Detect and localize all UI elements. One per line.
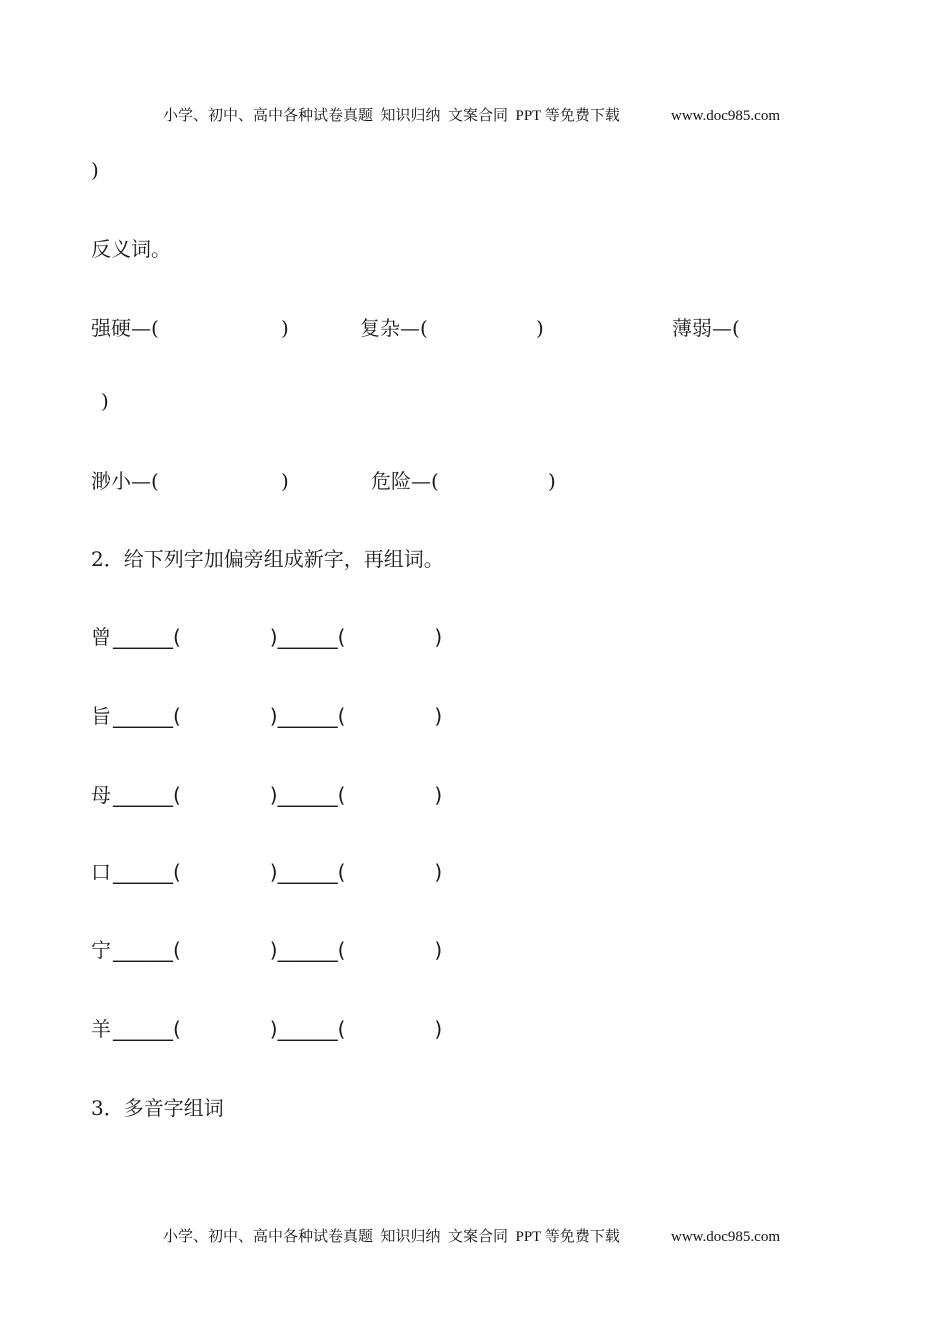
antonym-item-close: ) (536, 316, 544, 340)
radical-char: 旨 (91, 704, 111, 728)
radical-blanks: ______( )______( ) (113, 783, 443, 807)
radical-blanks: ______( )______( ) (113, 860, 443, 884)
antonym-item-close: ) (548, 469, 556, 493)
footer-url[interactable]: www.doc985.com (671, 1229, 781, 1245)
radical-blanks: ______( )______( ) (113, 938, 443, 962)
radical-blanks: ______( )______( ) (113, 704, 443, 728)
antonym-item-close: ) (281, 469, 289, 493)
header-url[interactable]: www.doc985.com (671, 108, 781, 124)
antonym-heading: 反义词。 (91, 237, 171, 261)
antonym-item-label: 复杂—( (360, 316, 428, 340)
radical-char: 曾 (91, 625, 111, 649)
continued-paren: ) (91, 158, 99, 182)
radical-char: 宁 (91, 938, 111, 962)
antonym-item-label: 强硬—( (91, 316, 159, 340)
antonym-item-close: ) (281, 316, 289, 340)
radical-char: 羊 (91, 1017, 111, 1041)
radical-char: 口 (91, 860, 111, 884)
radical-blanks: ______( )______( ) (113, 625, 443, 649)
antonym-item-close: ) (101, 389, 109, 413)
header-text: 小学、初中、高中各种试卷真题 知识归纳 文案合同 PPT 等免费下载 (163, 108, 620, 124)
question-3-heading: 3．多音字组词 (91, 1096, 224, 1120)
radical-char: 母 (91, 783, 111, 807)
radical-blanks: ______( )______( ) (113, 1017, 443, 1041)
antonym-item-label: 危险—( (371, 469, 439, 493)
antonym-item-label: 渺小—( (91, 469, 159, 493)
footer-text: 小学、初中、高中各种试卷真题 知识归纳 文案合同 PPT 等免费下载 (163, 1229, 620, 1245)
antonym-item-label: 薄弱—( (672, 316, 740, 340)
question-2-heading: 2．给下列字加偏旁组成新字，再组词。 (91, 547, 444, 571)
